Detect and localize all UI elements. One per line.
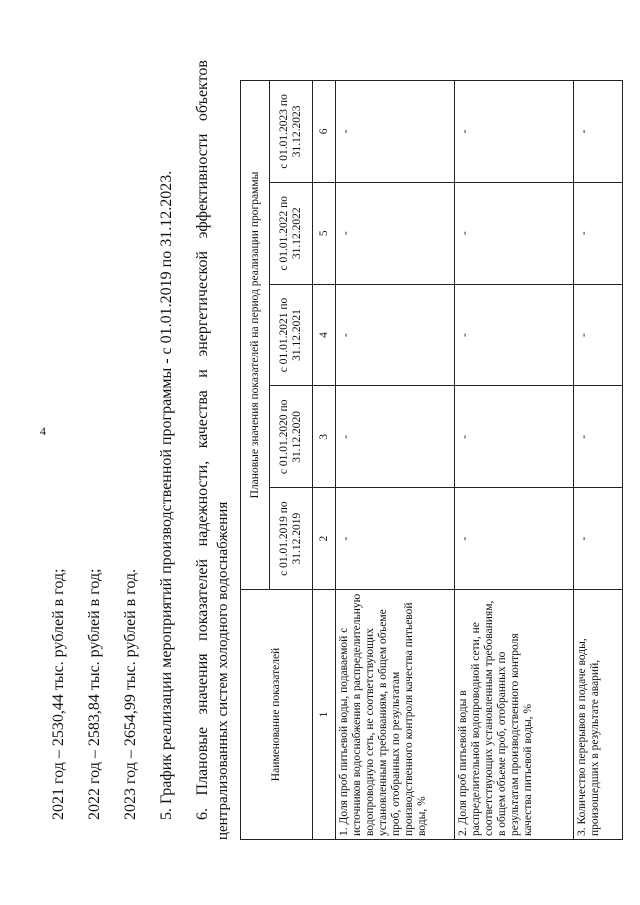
- section-6-word: объектов: [194, 60, 211, 122]
- indicator-value: -: [336, 284, 455, 386]
- indicator-name: 1. Доля проб питьевой воды, подаваемой с источников водоснабжения в распределительную водопроводную сеть, не соответствующих установленным требованиям, в общем объеме проб, отобранных по результатам производственного контроля качества питьевой воды, %: [336, 590, 455, 840]
- table-header-row: [241, 81, 270, 840]
- funding-2021: 2021 год – 2530,44 тыс. рублей в год;: [50, 568, 67, 820]
- section-6-word: 6.: [194, 808, 211, 820]
- period-header: с 01.01.2021 по 31.12.2021: [270, 284, 313, 386]
- indicators-table: [240, 80, 623, 840]
- schedule-paragraph: 5. График реализации мероприятий производственной программы - с 01.01.2019 по 31.12.2023.: [158, 170, 175, 820]
- indicator-value: -: [455, 488, 574, 590]
- name-column-header: Наименование показателей: [241, 590, 313, 840]
- column-number: 3: [313, 386, 336, 488]
- table-row: [336, 81, 455, 840]
- indicator-value: -: [455, 182, 574, 284]
- section-6-word: Плановые: [194, 726, 211, 796]
- section-6-word: энергетической: [194, 250, 211, 357]
- planned-values-header: Плановые значения показателей на период реализации программы: [241, 81, 270, 590]
- funding-2022: 2022 год – 2583,84 тыс. рублей в год;: [86, 568, 103, 820]
- indicator-value: -: [574, 182, 623, 284]
- section-6-word: эффективности: [194, 133, 211, 239]
- section-6-word: значения: [194, 653, 211, 715]
- section-6-word: качества: [194, 390, 211, 449]
- section-6-heading: [194, 60, 212, 820]
- column-number: 6: [313, 81, 336, 183]
- table-row: [455, 81, 574, 840]
- section-6-word: надежности,: [194, 460, 211, 547]
- column-number: 2: [313, 488, 336, 590]
- indicator-name: 2. Доля проб питьевой воды в распределительной водопроводной сети, не соответствующих установленным требованиям, в общем объеме проб, отобранных по результатам производственного контроля качества питьевой воды, %: [455, 590, 574, 840]
- indicator-value: -: [574, 386, 623, 488]
- indicator-value: -: [574, 81, 623, 183]
- period-header: с 01.01.2022 по 31.12.2022: [270, 182, 313, 284]
- column-number: 5: [313, 182, 336, 284]
- period-header: с 01.01.2019 по 31.12.2019: [270, 488, 313, 590]
- section-6-word: и: [194, 369, 211, 378]
- indicator-value: -: [455, 386, 574, 488]
- indicator-value: -: [336, 81, 455, 183]
- indicator-value: -: [574, 284, 623, 386]
- column-number: 4: [313, 284, 336, 386]
- period-header: с 01.01.2020 по 31.12.2020: [270, 386, 313, 488]
- indicator-value: -: [455, 284, 574, 386]
- rotated-page-content: [40, 40, 600, 840]
- column-number-row: [313, 81, 336, 840]
- indicator-value: -: [336, 182, 455, 284]
- period-header: с 01.01.2023 по 31.12.2023: [270, 81, 313, 183]
- indicator-value: -: [336, 386, 455, 488]
- indicator-value: -: [574, 488, 623, 590]
- table-row: [574, 81, 623, 840]
- column-number: 1: [313, 590, 336, 840]
- page-number: 4: [40, 424, 46, 438]
- funding-2023: 2023 год – 2654,99 тыс. рублей в год.: [122, 568, 139, 820]
- indicator-value: -: [336, 488, 455, 590]
- indicator-name: 3. Количество перерывов в подаче воды, произошедших в результате аварий,: [574, 590, 623, 840]
- indicator-value: -: [455, 81, 574, 183]
- section-6-heading-continued: централизованных систем холодного водоснабжения: [215, 501, 231, 840]
- section-6-word: показателей: [194, 558, 211, 641]
